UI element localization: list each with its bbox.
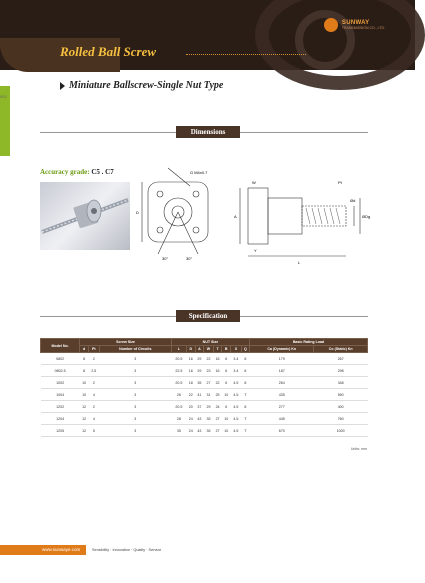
column-header: T (213, 346, 222, 353)
table-cell: 4.5 (231, 377, 242, 389)
accuracy-grade (40, 168, 114, 176)
units-note: Units: mm (350, 447, 367, 451)
column-header: B (222, 346, 231, 353)
table-cell: 31 (204, 389, 214, 401)
table-cell: 27 (213, 425, 222, 437)
table-row (41, 413, 368, 425)
table-cell: 1000 (314, 425, 368, 437)
model-cell: 1204 (41, 413, 80, 425)
column-header: W (204, 346, 214, 353)
table-cell: 20.5 (171, 377, 186, 389)
table-cell: 29 (195, 365, 204, 377)
table-cell: 35 (195, 377, 204, 389)
table-cell: 22 (204, 353, 214, 365)
group-header-load: Basic Rating Load (250, 339, 368, 346)
table-cell: 8 (241, 401, 249, 413)
table-cell: 2 (88, 353, 99, 365)
table-cell: 8 (241, 377, 249, 389)
table-cell: 24 (213, 401, 222, 413)
table-cell: 5 (88, 425, 99, 437)
table-cell: 3 (99, 413, 171, 425)
angle-right-label: 30° (186, 256, 193, 261)
table-cell: 29 (195, 353, 204, 365)
dim-label-odg: ØDg (362, 214, 371, 219)
table-cell: 4.5 (231, 389, 242, 401)
table-cell: 264 (250, 377, 314, 389)
footer-slogan: Sensibility · Innovation · Quality · Service (92, 548, 162, 552)
table-cell: 22 (186, 389, 195, 401)
table-cell: 4.5 (231, 401, 242, 413)
sun-logo-icon (324, 18, 338, 32)
table-cell: 8 (241, 353, 249, 365)
table-cell: 20 (186, 401, 195, 413)
table-cell: 760 (314, 413, 368, 425)
dim-label-pt: Pt (338, 180, 342, 185)
table-cell: 10 (222, 413, 231, 425)
table-row (41, 401, 368, 413)
section-subtitle (60, 80, 223, 91)
table-cell: 8 (241, 365, 249, 377)
table-cell: 41 (195, 389, 204, 401)
table-cell: 6 (222, 353, 231, 365)
table-cell: 6 (222, 377, 231, 389)
table-cell: 3 (99, 353, 171, 365)
table-cell: 16 (213, 365, 222, 377)
table-cell: 3.4 (231, 365, 242, 377)
table-cell: 10 (222, 389, 231, 401)
column-header: D (186, 346, 195, 353)
table-cell: 435 (250, 389, 314, 401)
footer-website: www.sunwaye.com (0, 545, 86, 555)
table-cell: 267 (314, 353, 368, 365)
specification-table (40, 338, 368, 437)
table-cell: 43 (195, 425, 204, 437)
table-cell: 22.5 (171, 365, 186, 377)
model-cell: 1004 (41, 389, 80, 401)
column-header: X (231, 346, 242, 353)
table-cell: 3 (99, 365, 171, 377)
table-cell: 670 (250, 425, 314, 437)
table-cell: 8 (80, 365, 89, 377)
dim-label-a: A (234, 214, 237, 219)
table-cell: 3.4 (231, 353, 242, 365)
table-cell: 4.5 (231, 425, 242, 437)
table-cell: T (241, 413, 249, 425)
table-cell: 298 (314, 365, 368, 377)
table-cell: 3 (99, 401, 171, 413)
table-row (41, 353, 368, 365)
table-cell: 16 (213, 353, 222, 365)
page-footer (0, 545, 415, 555)
specification-section-bar (40, 310, 368, 322)
table-cell: 10 (80, 377, 89, 389)
table-cell: 24 (186, 425, 195, 437)
page-header (0, 0, 415, 70)
column-header: Number of Circuits (99, 346, 171, 353)
table-cell: 277 (250, 401, 314, 413)
table-cell: 3 (99, 389, 171, 401)
table-cell: 12 (80, 401, 89, 413)
page-number: 002 (0, 94, 7, 99)
model-cell: 0802 (41, 353, 80, 365)
table-cell: 27 (204, 377, 214, 389)
table-cell: 12 (80, 425, 89, 437)
table-cell: 35 (204, 425, 214, 437)
table-cell: T (241, 425, 249, 437)
triangle-bullet-icon (60, 82, 65, 90)
table-cell: 22 (213, 377, 222, 389)
logo-brand: SUNWAY (341, 20, 370, 26)
column-header: Pt (88, 346, 99, 353)
model-cell: 1205 (41, 425, 80, 437)
table-cell: 23 (204, 365, 214, 377)
dimensions-heading: Dimensions (176, 126, 240, 138)
table-cell: 35 (204, 413, 214, 425)
group-header-nut: NUT Size (171, 339, 249, 346)
model-cell: 1002 (41, 377, 80, 389)
table-cell: 10 (80, 389, 89, 401)
table-cell: 25 (213, 389, 222, 401)
column-header: A (195, 346, 204, 353)
dim-label-l: L (298, 260, 301, 265)
company-logo (324, 18, 385, 32)
subtitle-text: Miniature Ballscrew-Single Nut Type (69, 80, 224, 91)
table-cell: 35 (171, 425, 186, 437)
table-cell: 24 (186, 413, 195, 425)
dimension-drawing (136, 168, 371, 272)
table-cell: 445 (250, 413, 314, 425)
table-row (41, 389, 368, 401)
logo-subtext: TRANSMISSION CO., LTD. (341, 26, 385, 30)
table-cell: 29 (204, 401, 214, 413)
accuracy-value: C5 . C7 (91, 168, 114, 176)
table-cell: 6 (222, 401, 231, 413)
table-cell: 2.5 (88, 365, 99, 377)
table-cell: 4 (88, 389, 99, 401)
table-cell: 348 (314, 377, 368, 389)
table-cell: 27 (213, 413, 222, 425)
table-cell: 16 (186, 353, 195, 365)
product-photo (40, 182, 130, 250)
table-cell: 26 (171, 389, 186, 401)
column-header: L (171, 346, 186, 353)
table-cell: 4.5 (231, 413, 242, 425)
table-cell: 43 (195, 413, 204, 425)
table-cell: 37 (195, 401, 204, 413)
specification-heading: Specification (176, 310, 240, 322)
model-cell: 0802.5 (41, 365, 80, 377)
table-cell: 400 (314, 401, 368, 413)
accuracy-label: Accuracy grade: (40, 168, 90, 176)
table-cell: 20.5 (171, 401, 186, 413)
table-cell: 6 (222, 365, 231, 377)
table-cell: 179 (250, 353, 314, 365)
table-cell: 590 (314, 389, 368, 401)
dim-label-h: Y (254, 248, 257, 253)
column-header: d (80, 346, 89, 353)
table-cell: 8 (80, 353, 89, 365)
table-cell: 2 (88, 401, 99, 413)
table-cell: 16 (186, 365, 195, 377)
table-cell: 28 (171, 413, 186, 425)
page-title: Rolled Ball Screw (60, 44, 157, 59)
dim-label-d: D (136, 210, 139, 215)
table-cell: 20.5 (171, 353, 186, 365)
dim-label-w: W (252, 180, 256, 185)
table-cell: 18 (186, 377, 195, 389)
table-row (41, 365, 368, 377)
table-row (41, 377, 368, 389)
table-cell: 3 (99, 377, 171, 389)
dimensions-section-bar (40, 126, 368, 138)
dim-label-od: Ød (350, 198, 356, 203)
group-header-screw: Screw Size (80, 339, 172, 346)
table-cell: 2 (88, 377, 99, 389)
column-header: Q (241, 346, 249, 353)
model-cell: 1202 (41, 401, 80, 413)
table-cell: 3 (99, 425, 171, 437)
table-cell: 187 (250, 365, 314, 377)
column-header: Co (Static) Kn (314, 346, 368, 353)
model-header: Model No. (41, 339, 80, 353)
screw-size-label: G M4x0.7 (190, 170, 208, 175)
table-cell: 4 (88, 413, 99, 425)
angle-left-label: 30° (162, 256, 169, 261)
table-cell: 12 (80, 413, 89, 425)
table-cell: T (241, 389, 249, 401)
title-dotted-rule (186, 54, 306, 55)
column-header: Ca (Dynamic) Kn (250, 346, 314, 353)
table-cell: 10 (222, 425, 231, 437)
table-row (41, 425, 368, 437)
